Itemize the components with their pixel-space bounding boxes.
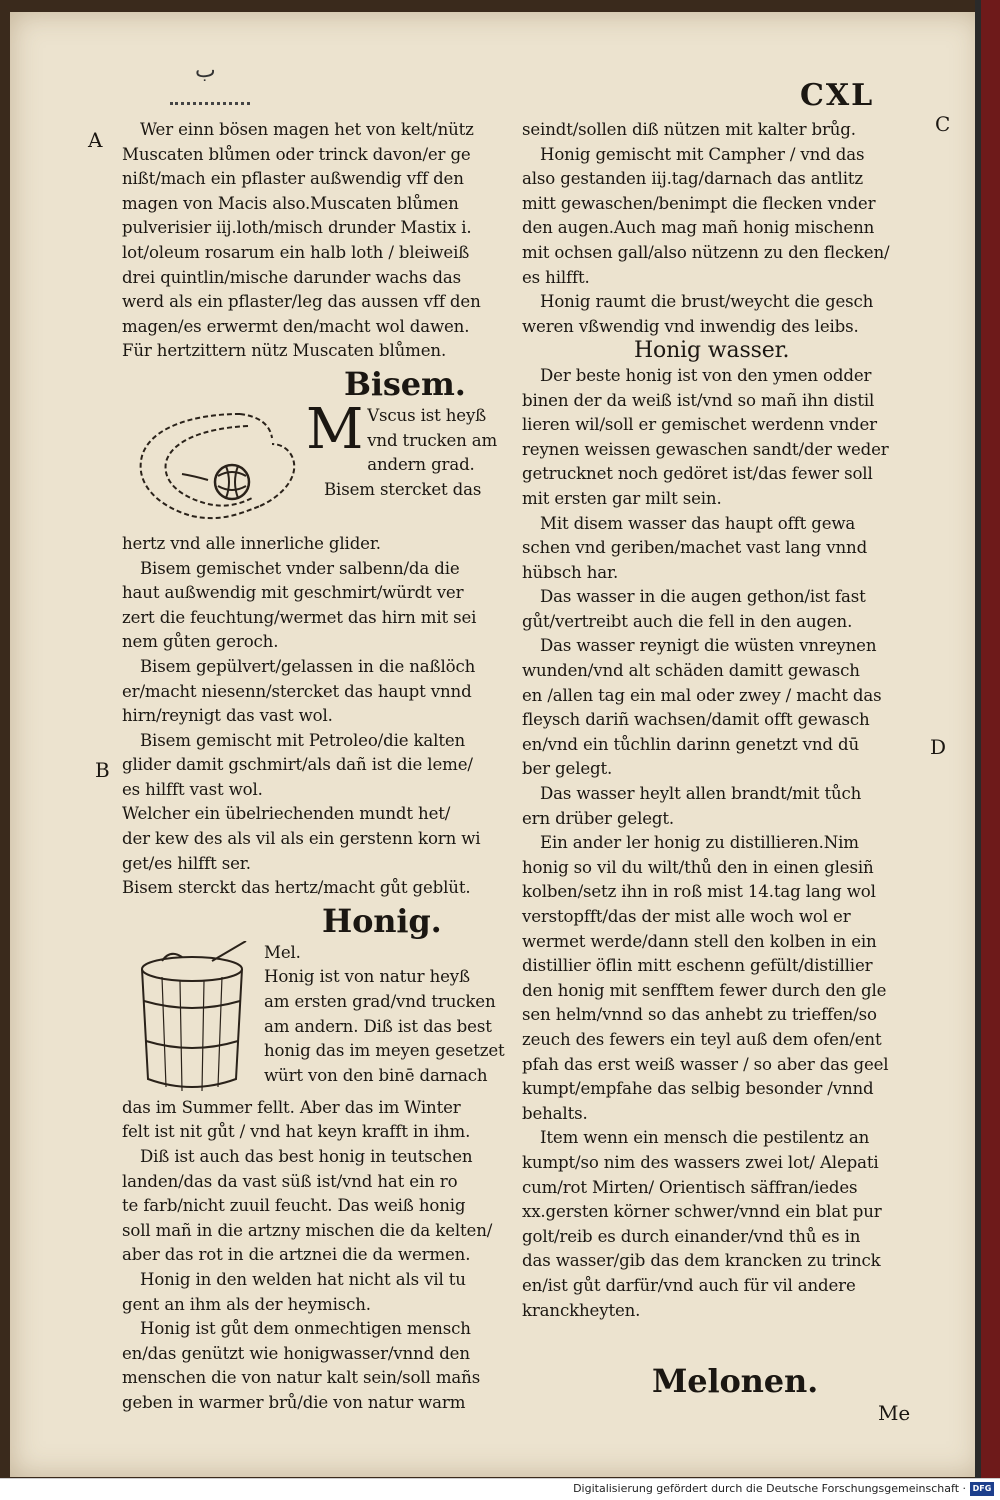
text-line: der kew des als vil als ein gerstenn korn wi [122, 829, 481, 849]
text-line: das im Summer fellt. Aber das im Winter [122, 1097, 461, 1117]
text-line: magen/es erwermt den/macht wol dawen. [122, 316, 470, 336]
text-line: Bisem gemischet vnder salbenn/da die [140, 558, 460, 578]
text-line: landen/das da vast süß ist/vnd hat ein ro [122, 1171, 458, 1191]
text-line: vnd trucken am [367, 430, 498, 450]
text-line: honig so vil du wilt/thů den in einen glesiñ [522, 857, 874, 877]
text-line: xx.gersten körner schwer/vnnd ein blat pur [522, 1202, 882, 1222]
text-line: Das wasser in die augen gethon/ist fast [540, 587, 866, 607]
text-line: distillier öflin mitt eschenn gefült/distillier [522, 956, 873, 976]
text-line: hirn/reynigt das vast wol. [122, 706, 333, 726]
left-paragraph-c [122, 1096, 518, 1416]
text-line: lot/oleum rosarum ein halb loth / bleiweiß [122, 242, 470, 262]
text-line: wermet werde/dann stell den kolben in ein [522, 931, 877, 951]
text-line: sen helm/vnnd so das anhebt zu trieffen/so [522, 1005, 877, 1025]
text-line: es hilfft vast wol. [122, 779, 263, 799]
dropcap-m: M [306, 396, 364, 462]
text-line: Bisem gepülvert/gelassen in die naßlöch [140, 656, 476, 676]
text-line: kolben/setz ihn in roß mist 14.tag lang wol [522, 882, 876, 902]
spine-band [975, 0, 981, 1480]
text-line: hertz vnd alle innerliche glider. [122, 533, 381, 553]
text-line: Honig in den welden hat nicht als vil tu [140, 1270, 466, 1289]
text-line: mitt gewaschen/benimpt die flecken vnder [522, 193, 876, 213]
text-line: Wer einn bösen magen het von kelt/nütz [140, 120, 474, 139]
text-line: Bisem gemischt mit Petroleo/die kalten [140, 730, 466, 750]
text-line: Honig gemischt mit Campher / vnd das [540, 144, 865, 164]
text-line: den honig mit senfftem fewer durch den gle [522, 980, 887, 1000]
text-line: mit ochsen gall/also nützenn zu den flecken/ [522, 242, 890, 262]
spacer [522, 1323, 918, 1361]
honey-barrel-woodcut-image [122, 941, 264, 1096]
text-line: magen von Macis also.Muscaten blůmen [122, 193, 459, 213]
text-line: golt/reib es durch einander/vnd thů es in [522, 1226, 861, 1246]
text-line: kumpt/so nim des wassers zwei lot/ Alepati [522, 1152, 879, 1172]
text-line: honig das im meyen gesetzet [264, 1041, 505, 1061]
text-line: behalts. [522, 1103, 588, 1123]
text-line: den augen.Auch mag mañ honig mischenn [522, 218, 875, 238]
text-line: menschen die von natur kalt sein/soll mañs [122, 1368, 481, 1388]
text-line: Honig raumt die brust/weycht die gesch [540, 292, 874, 312]
honig-section [122, 941, 518, 1096]
text-line: es hilfft. [522, 267, 590, 287]
margin-letter-c: C [935, 112, 951, 136]
musk-pouch-woodcut-image [122, 404, 306, 532]
margin-letter-d: D [930, 735, 947, 759]
left-paragraph-a [122, 118, 518, 364]
text-line: verstopfft/das der mist alle woch wol er [522, 907, 851, 926]
text-line: drei quintlin/mische darunder wachs das [122, 267, 461, 287]
text-line: glider damit gschmirt/als dañ ist die leme/ [122, 755, 473, 775]
text-line: Ein ander ler honig zu distillieren.Nim [540, 833, 859, 853]
bisem-intro [306, 396, 518, 532]
text-line: ber gelegt. [522, 759, 613, 779]
text-line: binen der da weiß ist/vnd so mañ ihn distil [522, 390, 875, 410]
text-line: en /allen tag ein mal oder zwey / macht das [522, 685, 882, 705]
text-line: Honig ist gůt dem onmechtigen mensch [140, 1319, 471, 1339]
text-line: zeuch des fewers ein teyl auß dem ofen/ent [522, 1029, 882, 1049]
text-line: würt von den binē darnach [264, 1065, 488, 1085]
catchword: Me [878, 1401, 911, 1426]
text-line: gent an ihm als der heymisch. [122, 1294, 371, 1314]
text-line: get/es hilfft ser. [122, 853, 251, 873]
text-line: kranckheyten. [522, 1300, 641, 1320]
text-line: pfah das erst weiß wasser / so aber das geel [522, 1054, 889, 1074]
honig-wrap-lines [264, 965, 518, 1088]
text-line: Das wasser reynigt die wüsten vnreynen [540, 636, 877, 656]
text-line: also gestanden iij.tag/darnach das antlitz [522, 169, 863, 189]
text-line: haut außwendig mit geschmirt/würdt ver [122, 583, 464, 603]
right-paragraph-a [522, 118, 918, 339]
text-line: er/macht niesenn/stercket das haupt vnnd [122, 681, 472, 701]
text-line: Das wasser heylt allen brandt/mit tůch [540, 784, 862, 804]
text-line: te farb/nicht zuuil feucht. Das weiß honig [122, 1196, 466, 1216]
right-paragraph-b [522, 364, 918, 1323]
text-line: Für hertzittern nütz Muscaten blůmen. [122, 341, 447, 361]
text-line: en/das genützt wie honigwasser/vnnd den [122, 1343, 470, 1363]
text-line: pulverisier iij.loth/misch drunder Mastix i. [122, 218, 472, 238]
text-line: weren vßwendig vnd inwendig des leibs. [522, 316, 859, 336]
text-line: Honig ist von natur heyß [264, 967, 470, 987]
text-line: cum/rot Mirten/ Orientisch säffran/iedes [522, 1177, 858, 1197]
text-line: nißt/mach ein pflaster außwendig vff den [122, 169, 464, 189]
text-line: getrucknet noch gedöret ist/das fewer soll [522, 464, 873, 484]
right-column [522, 118, 918, 1426]
text-line: andern grad. [367, 455, 475, 475]
melonen-heading: Melonen. [652, 1362, 819, 1401]
left-paragraph-b [122, 532, 518, 901]
text-line: felt ist nit gůt / vnd hat keyn krafft in ihm. [122, 1122, 471, 1142]
text-line: Welcher ein übelriechenden mundt het/ [122, 804, 451, 824]
text-line: soll mañ in die artzny mischen die da kelten/ [122, 1220, 493, 1240]
text-line: gůt/vertreibt auch die fell in den augen. [522, 611, 853, 631]
text-line: reynen weissen gewaschen sandt/der weder [522, 439, 889, 459]
text-line: aber das rot in die artznei die da wermen. [122, 1245, 471, 1265]
text-line: werd als ein pflaster/leg das aussen vff den [122, 292, 481, 312]
text-line: am ersten grad/vnd trucken [264, 992, 496, 1012]
text-line: en/vnd ein tůchlin darinn genetzt vnd dū [522, 734, 860, 754]
text-line: hübsch har. [522, 562, 619, 582]
ink-smudge: ب [195, 58, 216, 83]
footer-credit: Digitalisierung gefördert durch die Deutsche Forschungsgemeinschaft · [573, 1482, 966, 1495]
text-line: fleysch dariñ wachsen/damit offt gewasch [522, 710, 870, 730]
text-line: Muscaten blůmen oder trinck davon/er ge [122, 144, 471, 164]
text-line: Item wenn ein mensch die pestilentz an [540, 1128, 870, 1148]
honig-intro [264, 941, 518, 1096]
text-line: das wasser/gib das dem krancken zu trinck [522, 1251, 881, 1271]
text-line: mit ersten gar milt sein. [522, 488, 722, 508]
text-line: kumpt/empfahe das selbig besonder /vnnd [522, 1079, 874, 1099]
text-line: ern drüber gelegt. [522, 808, 675, 828]
text-line: Vscus ist heyß [367, 405, 487, 425]
text-line: geben in warmer brů/die von natur warm [122, 1392, 466, 1412]
page-number: CXL [800, 78, 875, 113]
margin-letter-a: A [88, 128, 103, 152]
text-line: schen vnd geriben/machet vast lang vnnd [522, 538, 868, 558]
bisem-section [122, 396, 518, 532]
text-line: zert die feuchtung/wermet das hirn mit sei [122, 607, 477, 627]
ornament-rule [170, 100, 250, 105]
text-line: Bisem sterckt das hertz/macht gůt geblüt. [122, 878, 471, 898]
text-line: lieren wil/soll er gemischet werdenn vnder [522, 415, 877, 435]
text-line: Diß ist auch das best honig in teutschen [140, 1147, 473, 1167]
text-line: seindt/sollen diß nützen mit kalter brůg. [522, 120, 856, 139]
text-line: Bisem stercket das [324, 479, 482, 499]
dfg-logo: DFG [970, 1482, 994, 1496]
honig-wasser-heading: Honig wasser. [634, 338, 790, 364]
text-line: Mit disem wasser das haupt offt gewa [540, 513, 856, 533]
text-line: nem gůten geroch. [122, 632, 279, 652]
left-column [122, 118, 518, 1416]
honig-heading: Honig. [322, 901, 442, 940]
text-line: Der beste honig ist von den ymen odder [540, 365, 872, 385]
bisem-heading: Bisem. [344, 364, 466, 403]
margin-letter-b: B [95, 758, 110, 782]
footer-bar [0, 1478, 1000, 1500]
text-line: am andern. Diß ist das best [264, 1016, 492, 1036]
book-spine [975, 0, 1000, 1480]
text-line: en/ist gůt darfür/vnd auch für vil andere [522, 1275, 856, 1295]
text-line: wunden/vnd alt schäden damitt gewasch [522, 661, 860, 681]
mel-label: Mel. [264, 942, 301, 962]
